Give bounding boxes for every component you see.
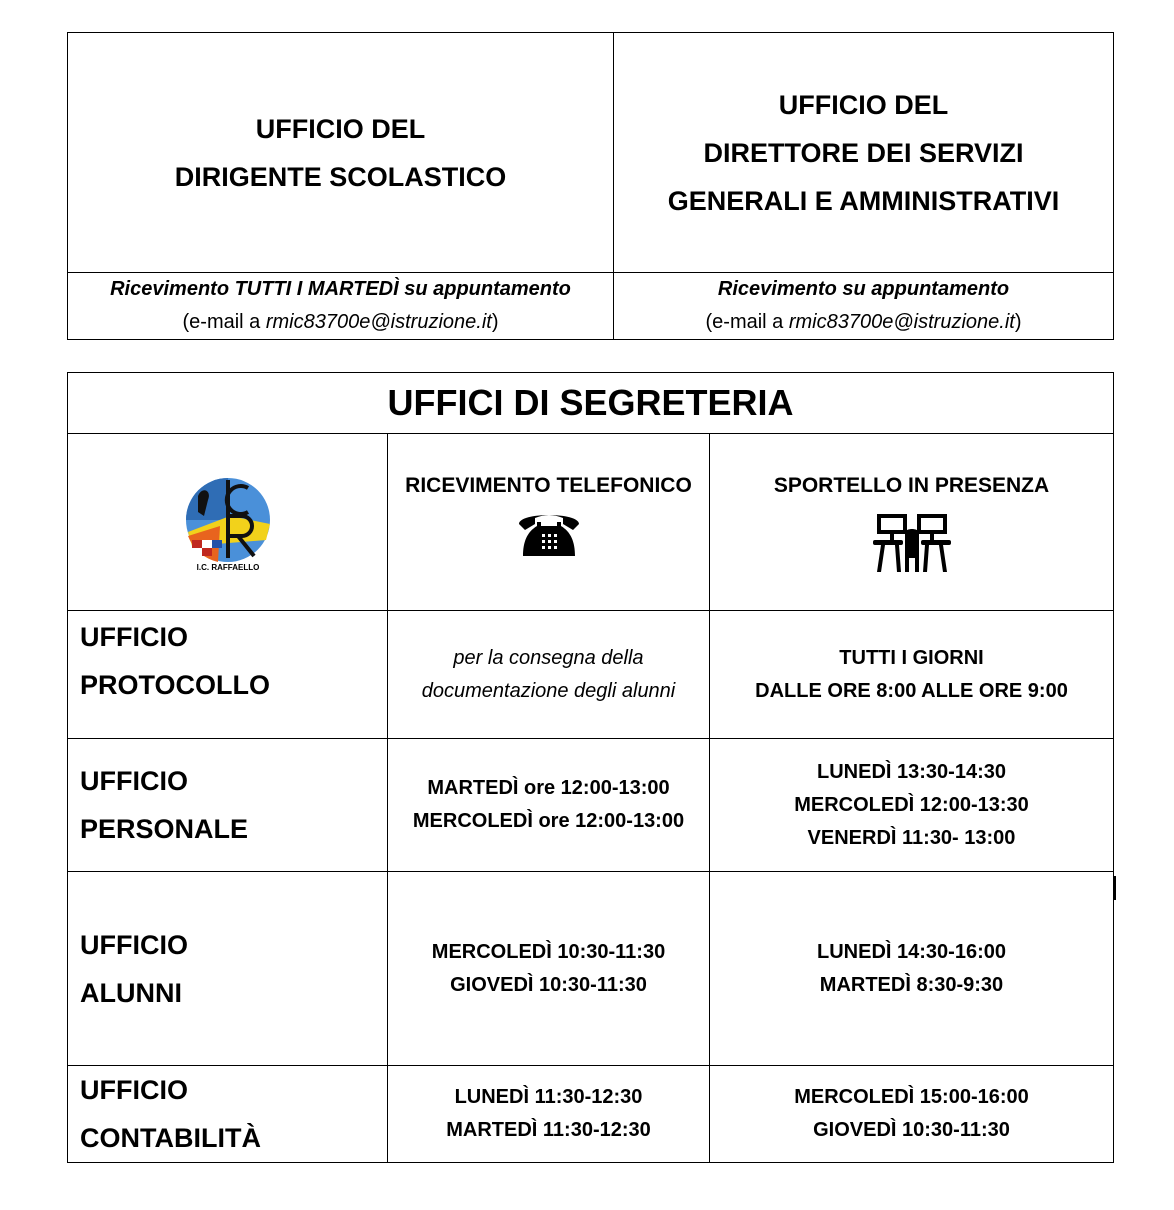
office-name [68, 611, 388, 739]
logo-text: I.C. RAFFAELLO [196, 563, 259, 572]
phone-hours [388, 1066, 710, 1163]
title-line: DIRIGENTE SCOLASTICO [174, 161, 507, 192]
hours-line: MERCOLEDÌ ore 12:00-13:00 [412, 810, 685, 832]
office-row-personale [68, 739, 1114, 872]
management-offices-table [67, 32, 1114, 340]
office-row-alunni [68, 872, 1114, 1066]
office-line: PERSONALE [80, 814, 249, 844]
column-label: RICEVIMENTO TELEFONICO [405, 474, 692, 497]
office-row-protocollo [68, 611, 1114, 739]
column-header-desk [710, 434, 1114, 611]
column-header-phone [388, 434, 710, 611]
office-line: UFFICIO [80, 929, 188, 960]
logo-cell [68, 434, 388, 611]
hours-line: LUNEDÌ 11:30-12:30 [454, 1086, 643, 1108]
hours-line: MERCOLEDÌ 15:00-16:00 [794, 1086, 1029, 1108]
desk-hours [710, 739, 1114, 872]
office-name [68, 872, 388, 1066]
hours-line: MERCOLEDÌ 10:30-11:30 [431, 940, 666, 963]
reception-label: Ricevimento TUTTI I MARTEDÌ su appuntamento [110, 278, 571, 300]
column-label: SPORTELLO IN PRESENZA [773, 474, 1050, 497]
email-prefix: (e-mail a [705, 311, 789, 333]
hours-line: MARTEDÌ ore 12:00-13:00 [427, 777, 670, 799]
hours-line: DALLE ORE 8:00 ALLE ORE 9:00 [755, 679, 1068, 702]
hours-line: TUTTI I GIORNI [839, 646, 984, 669]
email-suffix: ) [491, 311, 499, 333]
dirigente-title [68, 33, 614, 273]
office-line: ALUNNI [80, 977, 182, 1008]
reception-label: Ricevimento su appuntamento [717, 278, 1010, 300]
front-desk-icon [873, 514, 951, 574]
email-prefix: (e-mail a [182, 311, 266, 333]
secretariat-title: UFFICI DI SEGRETERIA [68, 373, 1114, 434]
hours-line: MARTEDÌ 8:30-9:30 [819, 973, 1004, 996]
hours-line: GIOVEDÌ 10:30-11:30 [450, 973, 647, 996]
title-line: UFFICIO DEL [778, 89, 949, 120]
office-line: UFFICIO [80, 766, 188, 796]
email-suffix: ) [1014, 311, 1022, 333]
hours-line: MERCOLEDÌ 12:00-13:30 [794, 793, 1029, 816]
phone-hours [388, 739, 710, 872]
hours-line: VENERDÌ 11:30- 13:00 [807, 826, 1016, 849]
office-name [68, 1066, 388, 1163]
title-line: DIRETTORE DEI SERVIZI [703, 137, 1024, 168]
text-cursor [1114, 876, 1116, 900]
hours-line: LUNEDÌ 13:30-14:30 [817, 760, 1006, 783]
telephone-icon [517, 508, 581, 558]
title-line: GENERALI E AMMINISTRATIVI [667, 185, 1060, 216]
hours-line: GIOVEDÌ 10:30-11:30 [813, 1119, 1010, 1141]
dsga-title [614, 33, 1114, 273]
hours-line: documentazione degli alunni [421, 679, 676, 702]
office-name [68, 739, 388, 872]
phone-hours [388, 872, 710, 1066]
title-line: UFFICIO DEL [255, 113, 426, 144]
email-address[interactable]: rmic83700e@istruzione.it [265, 311, 492, 333]
school-logo-icon [180, 476, 276, 576]
dsga-reception [614, 273, 1114, 340]
phone-hours [388, 611, 710, 739]
office-line: CONTABILITÀ [80, 1123, 261, 1153]
secretariat-table [67, 372, 1114, 1163]
email-address[interactable]: rmic83700e@istruzione.it [788, 311, 1015, 333]
hours-line: MARTEDÌ 11:30-12:30 [446, 1119, 651, 1141]
desk-hours [710, 1066, 1114, 1163]
hours-line: LUNEDÌ 14:30-16:00 [817, 940, 1006, 963]
dirigente-reception [68, 273, 614, 340]
office-line: UFFICIO [80, 1075, 188, 1105]
office-line: PROTOCOLLO [80, 670, 271, 700]
hours-line: per la consegna della [453, 646, 644, 669]
office-line: UFFICIO [80, 622, 188, 652]
office-row-contabilita [68, 1066, 1114, 1163]
desk-hours [710, 611, 1114, 739]
desk-hours [710, 872, 1114, 1066]
